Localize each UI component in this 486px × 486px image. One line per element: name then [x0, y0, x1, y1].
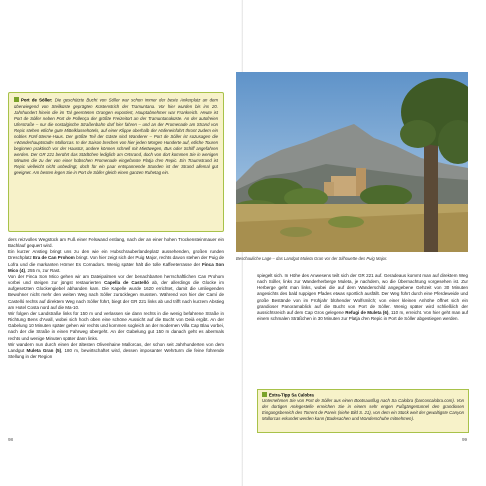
paragraph: Ein kurzer Anstieg bringt uns zu den wie ein Hubschrauberlandeplatz aussehenden, großen runden Dreschplatz Era de Can Prohom bringt. Von hier zeigt sich der Puig Major, rechts davon stehen der Puig de Lofra und die markanten Hörner Es Cornadors. Wenig später hält die tolle Kaffeeterrasse der Finca Son Mico (4), 255 m, zur Rast.	[8, 249, 224, 273]
paragraph: spiegelt sich. In Höhe des Anwesens teilt sich der GR 221 auf. Geradeaus kommt man auf direktem Weg nach Sóller, links zur Wanderherberge Muleta, je nachdem, wo die Übernachtung vorgesehen ist. Zur Herberge geht man links, wobei die auf dem Wanderschild angegebene Gehzeit von 30 Minuten angesichts des bald ruppigen Pfades etwas sportlich ausfällt. Der Weg führt durch eine Pferdeweide und große Bestände von im Frühjahr blühender Wolfsmilch; von einer kleinen Anhöhe öffnet sich ein grandioser Panoramablick auf die Bucht von Port de Sóller. Wenig später wird schließlich der aussichtsreich auf dem Cap Gros gelegene Refugi de Muleta (6), 110 m, erreicht. Von hier geht man auf einem schmalen Sträßchen in 30 Minuten zur Platja d'en Repic in Port de Sóller abgestiegen werden.	[257, 273, 468, 322]
extra-tip-box	[257, 389, 469, 433]
paragraph: ders reizvolles Wegstück am Fuß einer Felswand entlang, nach der an einer hohen Trockensteinmauer ein Bachlauf gequert wird.	[8, 237, 224, 249]
page-number-right: 99	[462, 437, 468, 442]
bullet-square-icon	[14, 97, 19, 102]
page-number-left: 98	[8, 437, 14, 442]
info-box-text: Die geschützte Bucht von Sóller war schon immer der beste Ankerplatz an dem überwiegend von Steilküste geprägten Küstenstrich der Tramuntana. Vor hier wurden bis ins 20. Jahrhundert hinein die im Tal geernteten Orangen exportiert, Hauptabnehmer war Frankreich. Heute ist Port de Sóller neben Port de Pollença der größte Freizeitort an der Tramuntanaküste. An der autofreien Uferstraße – nur die nostalgische Straßenbahn darf hier fahren – und an der Promenade am Strand von Repic stehen etliche gute Mittelklassehotels, auf einer Klippe oberhalb der Hafeneinfahrt thront zudem ein nobles Fünf-Sterne-Haus. Der größte Teil der Gäste sind Wanderer – Port de Sóller ist sozusagen die »Wanderhauptstadt« Mallorcas. In der Saison brechen von hier jeden Morgen Hunderte auf, etliche Touren beginnen praktisch vor der Haustür, andere können schnell mit Miettwegen, Bus oder Schiff angefahren werden. Der GR 221 berührt das Städtchen lediglich am Ortsrand, doch von dort kommen Sie in wenigen Minuten die zu der von einer hübschen Promenade eingefasste Platja d'en Repic. Ein Traumstrand ist Repic vielleicht nicht unbedingt, doch für ein paar entspannende Stunden ist der Strand allemal gut geeignet. Am besten legen Sie in Port de Sóller gleich einen ganzen Ruhetag ein.	[14, 97, 218, 176]
photo-caption: Beschauliche Lage – das Landgut Muleta Gran vor der Silhouette des Puig Major.	[236, 256, 388, 261]
info-box-title: Port de Sóller:	[21, 97, 53, 103]
left-body-text	[8, 237, 224, 360]
right-body-text	[257, 273, 468, 322]
landscape-photo	[236, 72, 468, 252]
paragraph: Wir folgen der Landstraße links für 150 m und verlassen sie dann rechts in die wenig befahrene Straße in Richtung Bens d'Avall, wobei sich hoch oben eine schöne Aussicht auf die Bucht von Deià ergibt. An der Gabelung 10 Minuten später gehen wir rechts und kommen sogleich an der modernen Villa Cap Blau vorbei, nach der die Straße in einen Fahrweg übergeht. An der Gabelung gut 150 m danach geht es abermals rechts und wenige Minuten später dann links.	[8, 310, 224, 341]
paragraph: Von der Finca Son Mico gehen wir am Dateipalmen vor der benachbarten herrschaftlichen Can Prohom vorbei und steigen zur jüngst restaurierten Capella de Castelló ab, der allerdings die Glocke im aufgesetzten Glockengiebel abhanden kam. Die Kapelle wurde 1620 errichtet, damit die umliegenden Bewohner nicht mehr den weiten Weg nach Sóller zurücklegen mussten. Während von hier der Camí de Castelló rechts auf direktem Weg nach Sóller führt, biegt der GR 221 links ab und trifft nach kurzem Abstieg am Hotel Costa nord auf die Ma-10.	[8, 273, 224, 310]
tip-title: Extra-Tipp Sa Calobra	[269, 392, 314, 398]
info-box-port-de-soller	[8, 92, 224, 232]
bullet-square-icon	[262, 392, 267, 397]
landscape-photo-illustration	[236, 72, 468, 252]
tip-text: Unternehmen Sie von Port de Sóller aus einen Bootsausflug nach Sa Calobra (barcoscalobra.com). Von der dortigen Anlegestelle erreichen Sie in einem sehr engen Fußgängertunnel den grandiosen Eingangsbereich des Torrent de Pareis (siehe Bild S. 21), von dem ein Stück weit der gewaltigste Canyon Mallorcas erkundet werden kann (Badesachen und Wanderschuhe mitnehmen).	[262, 398, 464, 421]
paragraph: Wir wandern nun durch einen der ältesten Olivenhaine Mallorcas, der schon seit Jahrhunderten von dem Landgut Muleta Gran (5), 180 m, bewirtschaftet wird, dessen imposanter Wehrturm die feine führende Stellung in der Region	[8, 341, 224, 359]
